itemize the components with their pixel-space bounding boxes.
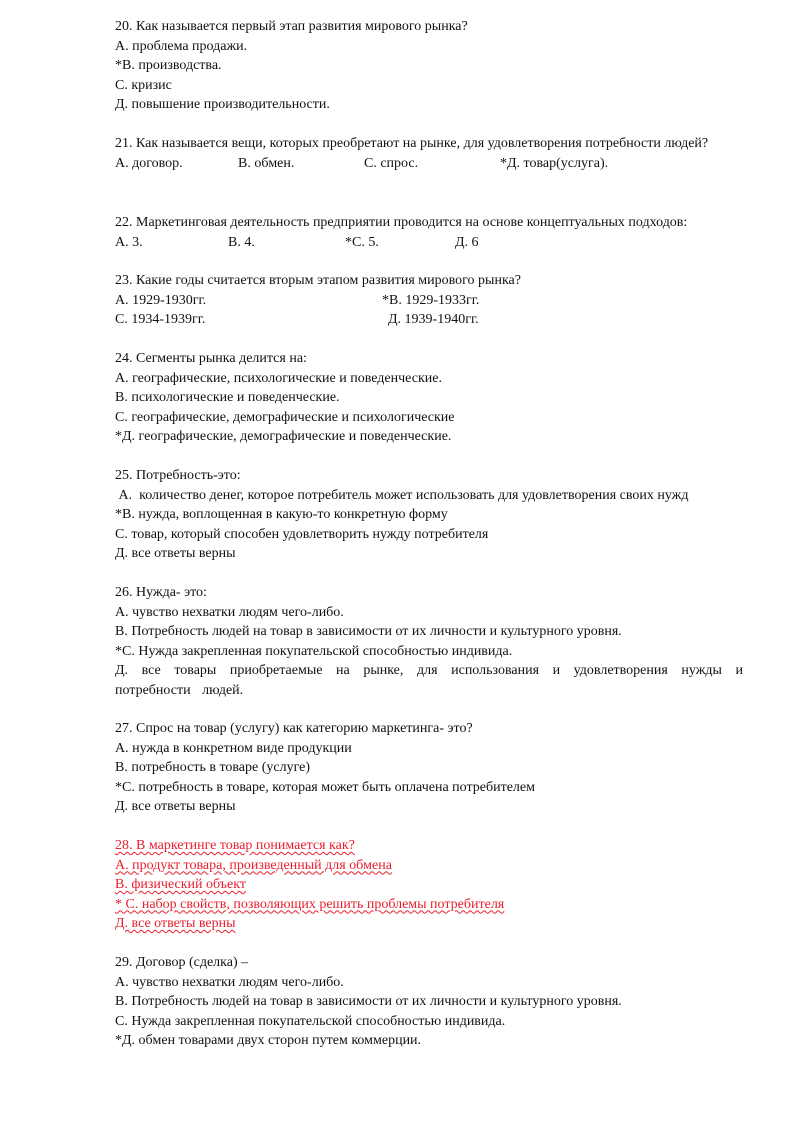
question-28-highlighted [115, 836, 743, 934]
question-23 [115, 271, 743, 330]
question-text: 27. Спрос на товар (услугу) как категорию маркетинга- это? [115, 721, 473, 736]
answer-row [115, 291, 743, 311]
question-22 [115, 213, 743, 252]
question-text: 29. Договор (сделка) – [115, 955, 249, 970]
answer-c: С. товар, который способен удовлетворить нужду потребителя [115, 526, 489, 542]
answer-a: А. нужда в конкретном виде продукции [115, 740, 352, 756]
question-text-span: 28. В маркетинге товар понимается как? [115, 838, 355, 853]
answer-b: В. психологические и поведенческие. [115, 390, 340, 405]
answer-d: *Д. обмен товарами двух сторон путем коммерции. [115, 1033, 422, 1048]
answer-d: Д. 6 [455, 234, 479, 250]
question-26 [115, 583, 743, 700]
answer-a [115, 856, 743, 876]
answer-a: А. договор. [115, 155, 183, 171]
answer-a: А. географические, психологические и поведенческие. [115, 370, 442, 386]
answer-b: В. Потребность людей на товар в зависимости от их личности и культурного уровня. [115, 624, 622, 639]
answer-b: В. Потребность людей на товар в зависимости от их личности и культурного уровня. [115, 994, 622, 1009]
answer-d: Д. повышение производительности. [115, 97, 330, 112]
answer-d: Д. все товары приобретаемые на рынке, для использования и удовлетворения нужды и потребности людей. [115, 663, 743, 698]
answer-b: *В. 1929-1933гг. [382, 292, 480, 308]
answer-row [115, 310, 743, 330]
question-text: 23. Какие годы считается вторым этапом развития мирового рынка? [115, 273, 521, 288]
answer-c: С. спрос. [364, 155, 419, 171]
answer-b: В. 4. [228, 234, 255, 250]
question-text: 25. Потребность-это: [115, 468, 241, 483]
answer-c: С. 1934-1939гг. [115, 312, 206, 327]
answer-d-span: Д. все ответы верны [115, 916, 236, 931]
answer-d: *Д. географические, демографические и поведенческие. [115, 429, 452, 444]
answer-a: А. 1929-1930гг. [115, 292, 207, 308]
question-25 [115, 466, 743, 564]
answer-a: А. чувство нехватки людям чего-либо. [115, 974, 344, 990]
question-text: 20. Как называется первый этап развития мирового рынка? [115, 19, 468, 34]
answer-c-span: * С. набор свойств, позволяющих решить проблемы потребителя [115, 896, 505, 912]
answer-d [115, 914, 743, 934]
answer-c: С. Нужда закрепленная покупательской способностью индивида. [115, 1013, 506, 1029]
question-text [115, 836, 743, 856]
question-text: 24. Сегменты рынка делится на: [115, 351, 307, 366]
answer-d: Д. 1939-1940гг. [388, 312, 479, 327]
answer-b: В. потребность в товаре (услуге) [115, 760, 311, 775]
answer-row [115, 154, 743, 174]
answer-b: В. обмен. [238, 155, 295, 171]
answer-d: Д. все ответы верны [115, 546, 236, 561]
answer-a: А. чувство нехватки людям чего-либо. [115, 604, 344, 620]
answer-a-span: А. продукт товара, произведенный для обмена [115, 857, 392, 873]
answer-b: *В. производства. [115, 58, 222, 73]
answer-d: Д. все ответы верны [115, 799, 236, 814]
answer-c: С. географические, демографические и психологические [115, 409, 455, 425]
question-text: 22. Маркетинговая деятельность предприятии проводится на основе концептуальных подходов: [115, 215, 688, 230]
question-text: 21. Как называется вещи, которых преобретают на рынке, для удовлетворения потребности людей? [115, 136, 709, 151]
answer-b: *В. нужда, воплощенная в какую-то конкретную форму [115, 507, 448, 522]
answer-a: А. количество денег, которое потребитель может использовать для удовлетворения своих нужд [115, 487, 689, 503]
answer-c: *С. потребность в товаре, которая может быть оплачена потребителем [115, 779, 535, 795]
answer-c: *С. Нужда закрепленная покупательской способностью индивида. [115, 643, 513, 659]
answer-b [115, 875, 743, 895]
question-21 [115, 134, 743, 173]
answer-c: *С. 5. [345, 234, 379, 250]
question-24 [115, 349, 743, 447]
question-27 [115, 719, 743, 817]
question-text: 26. Нужда- это: [115, 585, 207, 600]
answer-d: *Д. товар(услуга). [500, 155, 609, 171]
question-29 [115, 953, 743, 1051]
answer-row [115, 233, 743, 253]
answer-a: А. проблема продажи. [115, 38, 248, 54]
answer-c: С. кризис [115, 77, 172, 93]
answer-b-span: В. физический объект [115, 877, 246, 892]
answer-c [115, 895, 743, 915]
answer-a: А. 3. [115, 234, 143, 250]
question-20 [115, 17, 743, 115]
